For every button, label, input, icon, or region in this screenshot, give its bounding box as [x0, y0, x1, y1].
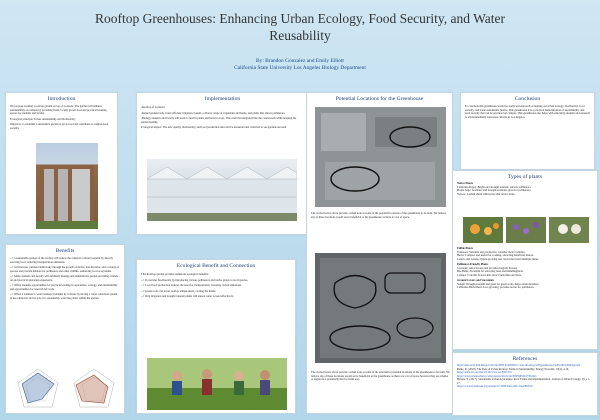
benefit-5: --> Offers a solution to water leakage problems in La Kretz by having a water collection system to use rainwater and recycle it to sustainably water the plants within the garden. — [10, 293, 118, 300]
reference-link-3[interactable]: https://pubs.acs.org/doi/10.1021/acs.est.8b01354 — [457, 371, 512, 374]
radar-chart-1 — [12, 365, 64, 411]
references-panel — [452, 352, 598, 416]
poster-title — [0, 10, 600, 44]
introduction-heading: Introduction — [47, 96, 76, 102]
ecological-paragraph-5: --> Drip irrigation and drought tolerant plants will ensure water is used effectively. — [141, 295, 234, 298]
ground-cover-1: Sedum: Drought-tolerant and great for green roofs, helps retain moisture. — [457, 282, 539, 286]
flower-photo-2 — [506, 217, 546, 243]
native-plants-list — [453, 182, 597, 196]
references-heading: References — [512, 356, 538, 362]
edible-plant-2: Herbs: Compact and useful for cooking, attracting beneficial insects. — [457, 254, 534, 257]
conclusion-heading: Conclusion — [514, 96, 541, 102]
references-list — [453, 364, 597, 389]
rooftop-aerial-photo-1 — [315, 107, 446, 207]
implementation-paragraph-3: -Biology students and faculty will work to lead in plants and harvest crops. This could be integrated into the coursework while keeping the garden healthy. — [141, 117, 297, 124]
ground-cover-2: California Buckwheat: Low-growing, provides nectar for pollinators. — [457, 286, 535, 289]
ecological-text — [137, 273, 295, 299]
implementation-paragraph-4: Ecological impact: The new quality, biodiversity, and food production data will be measured and collected to see gardens succeed. — [141, 126, 287, 129]
reference-5: Harada, Y. (2017). Sustainable Urban Agriculture: Roof Farms and Implementation. Journal of Urban Ecology, 3(1), 1-17. — [457, 378, 591, 385]
conclusion-panel — [460, 92, 595, 170]
benefits-heading: Benefits — [55, 248, 75, 254]
introduction-paragraph-1: We propose creating a rooftop garden on top of La Kretz. The garden will enhance sustainability on campus by providing fresh, locally grown food and practical learning spaces for students and faculty. — [10, 105, 107, 115]
pollinator-plant-1: Lavender: Attracts bees and provides fragrant flowers. — [457, 266, 518, 270]
building-illustration — [36, 143, 98, 229]
students-garden-photo — [147, 358, 287, 410]
ecological-heading: Ecological Benefit and Connection — [176, 263, 256, 269]
implementation-paragraph-1: -Rooftop of La Kretz — [141, 106, 165, 109]
flower-photo-1 — [463, 217, 503, 243]
reference-2: Benis, K. (2018). The Role of Urban Rooftop Farms in Sustainability. Energy Procedia, 10(4), 4-16. — [457, 367, 569, 371]
benefit-4: --> Offers students opportunities for practical learning in agriculture, ecology, and sustainability and opportunities for research lab work. — [10, 284, 118, 291]
building-photo — [36, 143, 98, 229]
radar-chart-1-graphic — [12, 365, 64, 411]
edible-plant-3: Lettuce and Greens: Quick-growing and can be harvested multiple times. — [457, 257, 539, 261]
ecological-paragraph-4: --> Green roofs can lower rooftop temperatures, cooling the inside. — [141, 289, 217, 293]
radar-chart-2 — [68, 365, 120, 411]
ecological-paragraph-1: This Rooftop garden provides numerous ecological benefits: — [141, 273, 209, 276]
benefits-list — [6, 257, 124, 300]
native-plant-3: Yarrow: A small shrub with leaves that attract birds. — [457, 192, 516, 196]
benefit-1: --> a sustainable garden on the rooftop will reduce the campus's carbon footprint by directly sourcing food, reducing transportation emissions. — [10, 257, 114, 264]
pollinator-plant-3: Cosmos: Colorful flowers that attract butterflies and bees. — [457, 273, 522, 277]
students-garden-illustration — [147, 358, 287, 410]
ground-covers-title: Ground Covers and Succulents — [457, 279, 495, 282]
introduction-paragraph-2: Ecological principle: Urban sustainability and biodiversity — [10, 117, 76, 121]
types-heading: Types of plants — [507, 174, 543, 180]
edible-plants-title: Edible Plants — [457, 247, 473, 250]
native-plants-title: Native Plants — [457, 182, 473, 185]
types-of-plants-panel — [452, 170, 598, 350]
locations-panel — [306, 92, 453, 414]
greenhouse-photo — [147, 159, 297, 221]
ecological-paragraph-2: --> It provides biodiversity by introducing various pollinators and native plants to local species. — [141, 278, 249, 282]
locations-caption-1: The circled boxes above provide a small look at some of the potential locations of the greenhouse to be built. We believe any of these locations would serve beneficial to the greenhouse as there is a lot of space. — [311, 212, 447, 219]
flower-illustration-2 — [506, 217, 546, 243]
rooftop-aerial-photo-2 — [315, 253, 446, 363]
native-plant-1: California Poppy: Bright and drought-tolerant, attracts pollinators. — [457, 185, 532, 189]
author-affiliation: California State University Los Angeles Biology Department — [234, 65, 366, 71]
reference-link-1[interactable]: https://pmc.ncbi.nlm.nih.gov/articles/PMC9142838/#:~:text=Rooftop%20greenhouses%20with%20integrated — [457, 364, 581, 367]
pollinator-plants-title: Pollinator-Friendly Plants — [457, 263, 489, 266]
conclusion-text: To conclude this greenhouse would be really in items such as helping our urban ecology, biodiversity, food security, and water-sustainable justice. This greenhouse it is a practical demonstration of sustainability and food security that can be practiced on campus. This greenhouse also helps with educating students and outreach to environmentally conscious citizens in Los Angeles. — [465, 105, 590, 119]
implementation-text — [137, 106, 308, 130]
flower-illustration-1 — [463, 217, 503, 243]
poster-title-line-1: Rooftop Greenhouses: Enhancing Urban Ecology, Food Security, and Water — [94, 11, 506, 26]
introduction-paragraph-3: Objective: to establish a sustainable garden to grow food and contribute to campus food security. — [10, 123, 109, 130]
author-names: By: Brandon Gonzalez and Emily Elliott — [256, 58, 344, 64]
flower-photo-3 — [549, 217, 589, 243]
ecological-panel — [136, 259, 296, 414]
reference-link-4[interactable]: https://www.sciencedirect.com/science/article/pii/S0959652617302421 — [457, 374, 537, 378]
edible-plant-1: Tomatoes: Versatile and productive, consider dwarf varieties. — [457, 250, 526, 254]
introduction-text — [6, 105, 117, 130]
implementation-panel — [136, 92, 309, 235]
implementation-paragraph-2: -Raised garden beds, water-efficient irrigation system, a diverse range of vegetables and herbs, and plants that attract pollinators. — [141, 111, 286, 115]
rooftop-aerial-2 — [315, 253, 446, 363]
native-plant-2: Purple Sage: Aromatic and drought-resistant, great for pollinators. — [457, 189, 532, 192]
flower-illustration-3 — [549, 217, 589, 243]
ecological-paragraph-3: --> Local food production reduces the need for transportation, lowering carbon emissions. — [141, 284, 242, 287]
locations-caption-2: The circled boxes above provide a small look at some of the alternative potential locations of the greenhouse to be built. We believe any of these locations would serve beneficial to the greenhouse as there are a lot of space however they are smaller or angled in a potentially hard to build way. — [311, 371, 450, 381]
radar-chart-2-graphic — [68, 365, 120, 411]
poster-title-line-2: Reusability — [269, 28, 331, 43]
greenhouse-illustration — [147, 159, 297, 221]
benefits-panel — [5, 244, 125, 414]
benefit-2: --> will increase campus biodiversity through the growth of native, non-invasive, and a variety of species and provide habitats for pollinators and other wildlife, enhancing local ecosystems. — [10, 266, 120, 273]
locations-heading: Potential Locations for the Greenhouse — [335, 96, 424, 102]
implementation-heading: Implementation — [204, 96, 241, 102]
benefit-3: --> Many students and faculty will definitely manage and maintain the garden providing a hands-on and practical education experience. — [10, 275, 119, 282]
introduction-panel — [5, 92, 118, 235]
reference-link-6[interactable]: https://www.frontiersin.org/articles/10.3389/fsufs.2021.642289/full — [457, 385, 533, 388]
pollinator-plant-2: Bee Balm: Excellent for attracting bees and hummingbirds. — [457, 270, 524, 273]
other-plants-list — [453, 247, 599, 290]
authors-block — [0, 58, 600, 72]
rooftop-aerial-1 — [315, 107, 446, 207]
